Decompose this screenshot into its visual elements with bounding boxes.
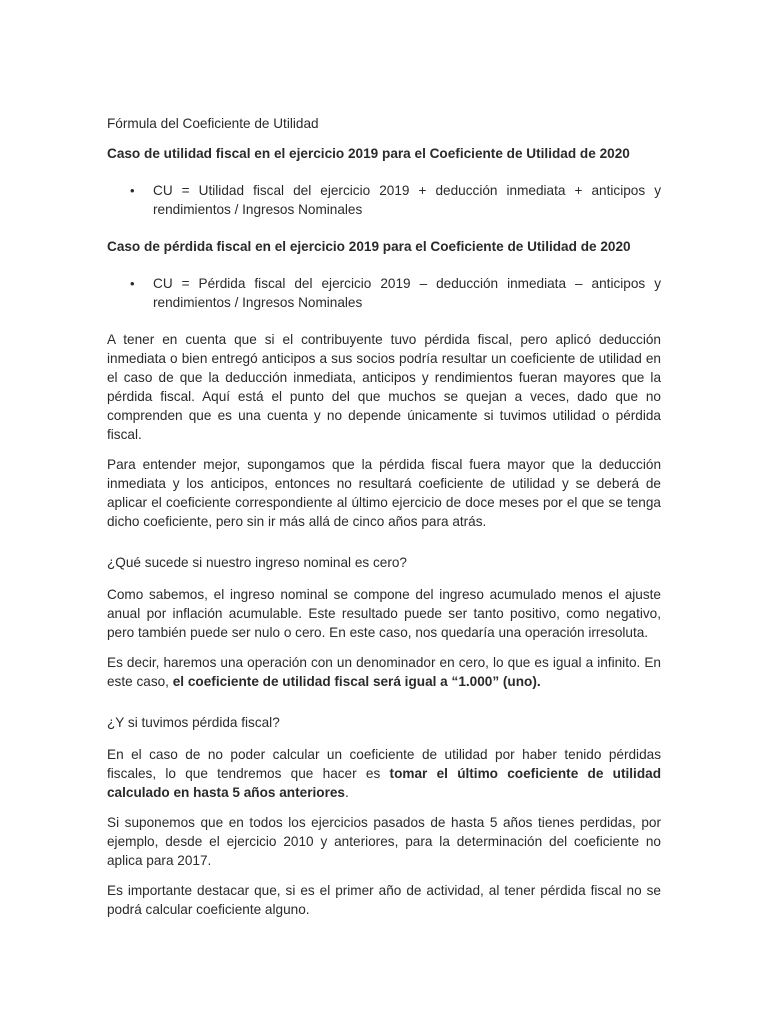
paragraph-4-bold: el coeficiente de utilidad fiscal será igual a “1.000” (uno). [172, 674, 541, 689]
paragraph-7: Es importante destacar que, si es el primer año de actividad, al tener pérdida fiscal no se podrá calcular coeficiente alguno. [107, 883, 661, 917]
case1-formula-text: CU = Utilidad fiscal del ejercicio 2019 + deducción inmediata + anticipos y rendimientos / Ingresos Nominales [153, 183, 661, 217]
document-title: Fórmula del Coeficiente de Utilidad [107, 116, 319, 131]
paragraph-1: A tener en cuenta que si el contribuyente tuvo pérdida fiscal, pero aplicó deducción inmediata o bien entregó anticipos a sus socios podría resultar un coeficiente de utilidad en el caso de que la deducción inmediata, anticipos y rendimientos fueran mayores que la pérdida fiscal. Aquí está el punto del que muchos se quejan a veces, dado que no comprenden que es una cuenta y no depende únicamente si tuvimos utilidad o pérdida fiscal. [107, 332, 661, 442]
case1-formula-item [130, 181, 661, 219]
paragraph-4-text: Es decir, haremos una operación con un denominador en cero, lo que es igual a infinito. En este caso, [107, 655, 661, 689]
case1-list [107, 181, 661, 219]
paragraph-5-end: . [344, 785, 349, 800]
paragraph-6: Si suponemos que en todos los ejercicios pasados de hasta 5 años tienes perdidas, por ejemplo, desde el ejercicio 2010 y anteriores, para la determinación del coeficiente no aplica para 2017. [107, 815, 661, 868]
paragraph-5 [107, 745, 661, 802]
question-zero-income: ¿Qué sucede si nuestro ingreso nominal es cero? [107, 555, 407, 570]
case2-formula-item [130, 274, 661, 312]
paragraph-2: Para entender mejor, supongamos que la pérdida fiscal fuera mayor que la deducción inmediata y los anticipos, entonces no resultará coeficiente de utilidad y se deberá de aplicar el coeficiente correspondiente al último ejercicio de doce meses por el que se tenga dicho coeficiente, pero sin ir más allá de cinco años para atrás. [107, 457, 661, 529]
bullet-icon: • [130, 183, 135, 198]
case2-list [107, 274, 661, 312]
bullet-icon: • [130, 276, 135, 291]
document-page [107, 106, 661, 927]
paragraph-3: Como sabemos, el ingreso nominal se compone del ingreso acumulado menos el ajuste anual por inflación acumulable. Este resultado puede ser tanto positivo, como negativo, pero también puede ser nulo o cero. En este caso, nos quedaría una operación irresoluta. [107, 587, 661, 640]
paragraph-5-text: En el caso de no poder calcular un coeficiente de utilidad por haber tenido pérdidas fiscales, lo que tendremos que hacer es [107, 747, 661, 781]
paragraph-4 [107, 653, 661, 691]
paragraph-5-bold: tomar el último coeficiente de utilidad calculado en hasta 5 años anteriores [107, 766, 661, 800]
case2-formula-text: CU = Pérdida fiscal del ejercicio 2019 – deducción inmediata – anticipos y rendimientos / Ingresos Nominales [153, 276, 661, 310]
case1-heading: Caso de utilidad fiscal en el ejercicio 2019 para el Coeficiente de Utilidad de 2020 [107, 146, 630, 161]
question-fiscal-loss: ¿Y si tuvimos pérdida fiscal? [107, 715, 280, 730]
case2-heading: Caso de pérdida fiscal en el ejercicio 2019 para el Coeficiente de Utilidad de 2020 [107, 239, 631, 254]
